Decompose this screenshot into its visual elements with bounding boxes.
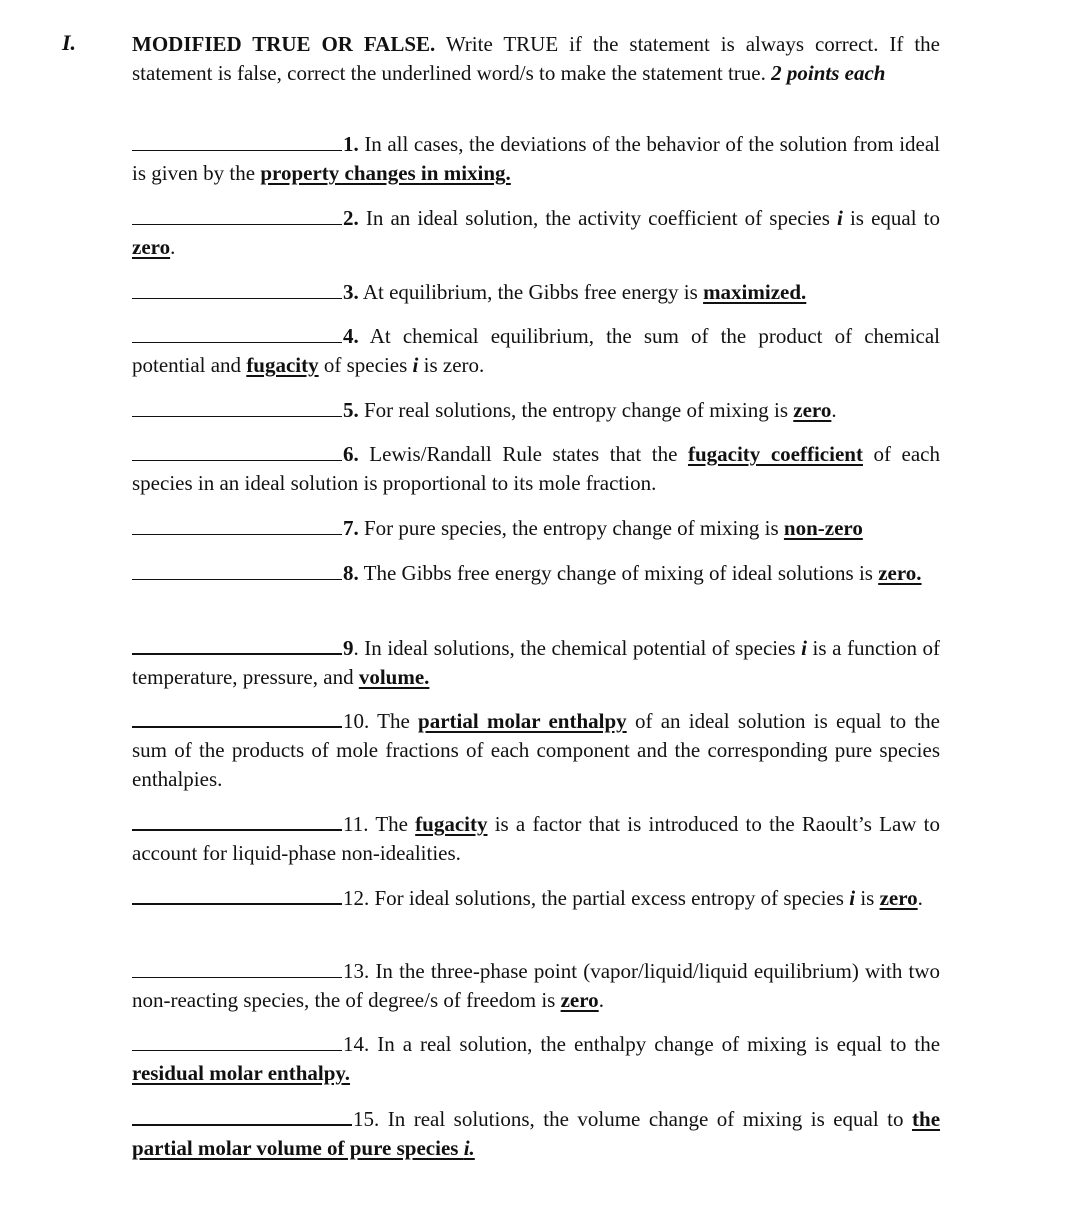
question-text-end: is a factor that is introduced to the Raoult’s Law to account for liquid-phase non-idealities. — [132, 812, 940, 865]
question-11 — [132, 809, 940, 868]
section-header — [132, 30, 940, 88]
answer-blank-6[interactable] — [132, 440, 342, 461]
question-text: In the three-phase point (vapor/liquid/liquid equilibrium) with two non-reacting species, the of degree/s of freedom is — [132, 959, 941, 1012]
question-number: 15. — [353, 1107, 380, 1131]
underlined-term: maximized. — [703, 280, 807, 304]
question-6 — [132, 440, 940, 498]
underlined-term: zero — [793, 398, 832, 422]
underlined-term: non-zero — [783, 516, 863, 540]
question-text: . In ideal solutions, the chemical potential of species — [353, 636, 802, 660]
question-text-end: . — [917, 886, 923, 910]
question-9 — [132, 633, 940, 692]
underlined-term: zero. — [878, 561, 922, 585]
question-7 — [132, 514, 940, 543]
question-text-mid: of species — [318, 353, 413, 377]
question-12 — [132, 883, 940, 913]
question-text-end: of each species in an ideal solution is proportional to its mole fraction. — [132, 442, 940, 495]
question-number: 13. — [343, 959, 370, 983]
question-5 — [132, 396, 940, 425]
question-3 — [132, 278, 940, 307]
question-text-mid: is a function of temperature, pressure, and — [132, 636, 940, 689]
answer-blank-4[interactable] — [132, 322, 342, 343]
underlined-term: zero — [132, 235, 171, 259]
question-number: 4. — [343, 324, 359, 348]
question-text: In a real solution, the enthalpy change of mixing is equal to the — [377, 1032, 941, 1056]
question-10 — [132, 706, 940, 794]
answer-blank-5[interactable] — [132, 396, 342, 417]
question-1 — [132, 130, 940, 188]
question-number: 1. — [343, 132, 359, 156]
underlined-term: volume. — [358, 665, 430, 689]
question-number: 14. — [343, 1032, 370, 1056]
question-text: In an ideal solution, the activity coefficient of species — [365, 206, 838, 230]
underlined-term: fugacity — [246, 353, 319, 377]
answer-blank-7[interactable] — [132, 514, 342, 535]
points-number: 2 — [771, 61, 782, 85]
underlined-term: property changes in mixing. — [260, 161, 511, 185]
question-14 — [132, 1030, 940, 1088]
question-text: Lewis/Randall Rule states that the — [369, 442, 688, 466]
section-title: MODIFIED TRUE OR FALSE. — [132, 32, 436, 56]
question-text-mid: is equal to — [842, 206, 940, 230]
question-text-end: . — [170, 235, 176, 259]
underlined-term: zero — [560, 988, 599, 1012]
answer-blank-8[interactable] — [132, 559, 342, 580]
points-label: points each — [786, 61, 886, 85]
variable-i: i — [837, 206, 843, 230]
question-text-end: of an ideal solution is equal to the sum of the products of mole fractions of each component and the corresponding pure species enthalpies. — [132, 709, 941, 791]
variable-i: i — [412, 353, 419, 377]
answer-blank-9[interactable] — [132, 633, 342, 655]
question-text: For real solutions, the entropy change of mixing is — [364, 398, 794, 422]
variable-i: i — [801, 636, 807, 660]
underlined-term: fugacity coefficient — [687, 442, 863, 466]
question-text: In all cases, the deviations of the behavior of the solution from ideal is given by the — [132, 132, 941, 185]
question-number: 8. — [343, 561, 359, 585]
question-text: For ideal solutions, the partial excess entropy of species — [374, 886, 850, 910]
question-text: At chemical equilibrium, the sum of the product of chemical potential and — [132, 324, 941, 377]
question-number: 3. — [343, 280, 359, 304]
question-number: 11. — [343, 812, 369, 836]
section-numeral: I. — [62, 30, 77, 55]
answer-blank-15[interactable] — [132, 1104, 352, 1126]
question-text-end: is zero. — [418, 353, 485, 377]
underlined-term: fugacity — [415, 812, 488, 836]
question-text-end: . — [598, 988, 604, 1012]
question-number: 7. — [343, 516, 359, 540]
question-number: 9 — [343, 636, 354, 660]
answer-blank-10[interactable] — [132, 706, 342, 728]
underlined-term: partial molar enthalpy — [418, 709, 627, 733]
question-number: 6. — [343, 442, 359, 466]
question-2 — [132, 204, 940, 262]
question-text: The — [375, 812, 416, 836]
variable-i: i. — [463, 1136, 475, 1160]
question-text-mid: is — [855, 886, 880, 910]
answer-blank-12[interactable] — [132, 883, 342, 905]
section-instructions: Write TRUE if the statement is always correct. If the statement is false, correct the underlined word/s to make the statement true. — [132, 32, 940, 85]
underlined-term: residual molar enthalpy. — [132, 1061, 351, 1085]
question-text: The — [377, 709, 419, 733]
question-8 — [132, 559, 940, 588]
question-number: 12. — [343, 886, 370, 910]
question-text-end: . — [831, 398, 837, 422]
question-number: 10. — [343, 709, 370, 733]
question-text: For pure species, the entropy change of mixing is — [364, 516, 784, 540]
question-number: 5. — [343, 398, 359, 422]
answer-blank-14[interactable] — [132, 1030, 342, 1051]
question-number: 2. — [343, 206, 359, 230]
answer-blank-3[interactable] — [132, 278, 342, 299]
underlined-term: zero — [879, 886, 918, 910]
answer-blank-13[interactable] — [132, 957, 342, 978]
question-13 — [132, 957, 940, 1015]
question-4 — [132, 322, 940, 380]
answer-blank-11[interactable] — [132, 809, 342, 831]
question-text: The Gibbs free energy change of mixing of ideal solutions is — [363, 561, 879, 585]
underlined-term: the partial molar volume of pure species — [132, 1107, 941, 1160]
question-15 — [132, 1104, 940, 1163]
variable-i: i — [849, 886, 856, 910]
question-text: At equilibrium, the Gibbs free energy is — [362, 280, 704, 304]
answer-blank-2[interactable] — [132, 204, 342, 225]
question-text: In real solutions, the volume change of mixing is equal to — [387, 1107, 913, 1131]
answer-blank-1[interactable] — [132, 130, 342, 151]
